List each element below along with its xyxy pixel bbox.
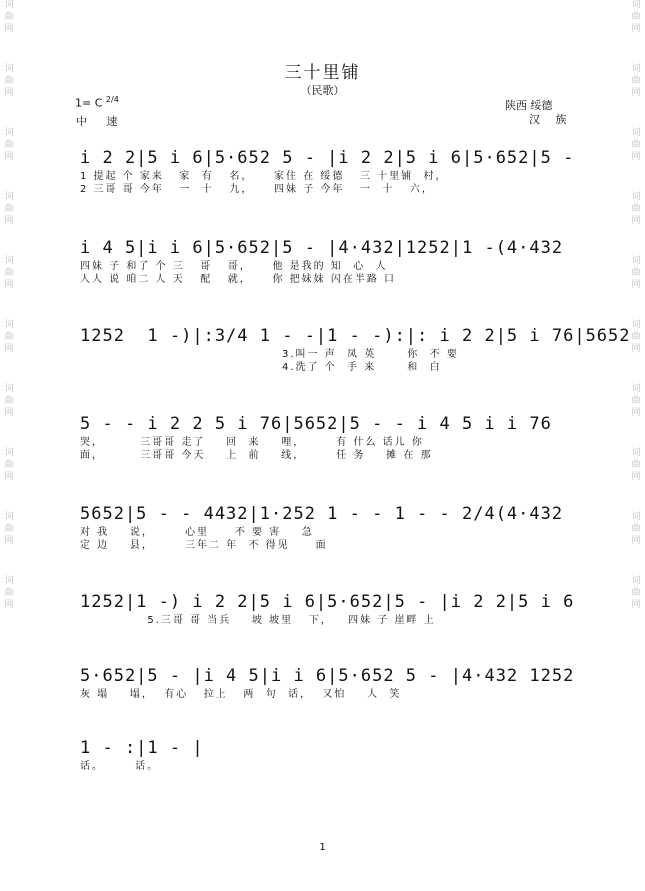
watermark-char: 曲 — [631, 460, 641, 470]
watermark-char: 曲 — [4, 332, 14, 342]
watermark-char: 词 — [631, 512, 641, 522]
key-text: 1= C — [75, 96, 103, 110]
lyric-verse-5: 灰 塌 塌， 有心 拉上 两 句 话， 又怕 人 笑 — [80, 689, 402, 700]
score-system-6 — [80, 590, 575, 627]
watermark-char: 网 — [4, 472, 14, 482]
ethnicity: 汉 族 — [529, 113, 573, 126]
watermark-char: 词 — [631, 384, 641, 394]
origin-region: 陕西 绥德 — [505, 99, 553, 112]
score-system-3 — [80, 324, 631, 374]
song-subtitle: （民歌） — [300, 84, 345, 97]
watermark-char: 词 — [4, 576, 14, 586]
watermark-char: 词 — [631, 192, 641, 202]
watermark-char: 曲 — [631, 204, 641, 214]
notation-line: 1 - :|1 - | — [80, 738, 204, 758]
lyric-verse-3: 3.叫一 声 凤 英 你 不 要 — [80, 349, 459, 360]
lyric-verse-5: 话。 话。 — [80, 761, 160, 772]
watermark-char: 词 — [631, 448, 641, 458]
watermark-char: 网 — [4, 216, 14, 226]
watermark-char: 网 — [631, 152, 641, 162]
watermark-char: 网 — [4, 88, 14, 98]
watermark-char: 曲 — [4, 460, 14, 470]
watermark-char: 网 — [631, 408, 641, 418]
watermark-char: 网 — [631, 472, 641, 482]
watermark-char: 网 — [631, 536, 641, 546]
notation-line: i 2 2|5 i 6|5·652 5 - |i 2 2|5 i 6|5·652|5 - — [80, 148, 575, 168]
watermark-right — [629, 0, 643, 891]
page-number: 1 — [319, 842, 326, 853]
watermark-char: 曲 — [4, 396, 14, 406]
notation-line: 5·652|5 - |i 4 5|i i 6|5·652 5 - |4·432 1252 — [80, 666, 575, 686]
watermark-char: 网 — [631, 600, 641, 610]
watermark-char: 词 — [631, 256, 641, 266]
watermark-char: 词 — [4, 512, 14, 522]
watermark-char: 网 — [4, 280, 14, 290]
tempo-marking: 中 速 — [76, 115, 126, 128]
score-system-1 — [80, 146, 575, 196]
lyric-verse-5: 5.三哥 哥 当兵 坡 坡里 下， 四妹 子 崖畔 上 — [80, 615, 436, 626]
watermark-char: 曲 — [631, 268, 641, 278]
watermark-char: 词 — [4, 64, 14, 74]
watermark-char: 网 — [4, 24, 14, 34]
lyric-verse-2: 2 三哥 哥 今年 一 十 九， 四妹 子 今年 一 十 六， — [80, 184, 434, 195]
notation-line: 1252 1 -)|:3/4 1 - -|1 - -):|: i 2 2|5 i 76|5652 — [80, 326, 631, 346]
watermark-char: 词 — [631, 576, 641, 586]
watermark-char: 曲 — [4, 588, 14, 598]
watermark-left — [2, 0, 16, 891]
watermark-char: 词 — [4, 448, 14, 458]
watermark-char: 曲 — [4, 12, 14, 22]
lyric-verse-4: 4.洗了 个 手 来 和 白 — [80, 362, 442, 373]
notation-line: 1252|1 -) i 2 2|5 i 6|5·652|5 - |i 2 2|5 i 6 — [80, 592, 575, 612]
watermark-char: 网 — [4, 408, 14, 418]
key-signature — [75, 95, 119, 110]
score-system-5 — [80, 502, 570, 552]
watermark-char: 曲 — [4, 524, 14, 534]
watermark-char: 网 — [631, 24, 641, 34]
watermark-char: 曲 — [4, 268, 14, 278]
watermark-char: 网 — [4, 344, 14, 354]
notation-line: 5 - - i 2 2 5 i 76|5652|5 - - i 4 5 i i 76 — [80, 414, 552, 434]
song-title: 三十里铺 — [284, 63, 361, 83]
watermark-char: 词 — [631, 128, 641, 138]
notation-line: 5652|5 - - 4432|1·252 1 - - 1 - - 2/4(4·432 — [80, 504, 564, 524]
score-system-2 — [80, 236, 570, 286]
watermark-char: 词 — [4, 128, 14, 138]
watermark-char: 词 — [4, 256, 14, 266]
watermark-char: 曲 — [631, 524, 641, 534]
lyric-verse-4: 面， 三哥哥 今天 上 前 线， 任 务 摊 在 那 — [80, 450, 433, 461]
watermark-char: 曲 — [4, 204, 14, 214]
watermark-char: 网 — [631, 344, 641, 354]
watermark-char: 曲 — [631, 396, 641, 406]
score-system-7 — [80, 664, 575, 701]
watermark-char: 网 — [631, 280, 641, 290]
notation-line: i 4 5|i i 6|5·652|5 - |4·432|1252|1 -(4·432 — [80, 238, 564, 258]
score-system-8 — [80, 736, 570, 773]
lyric-verse-3: 对 我 说， 心里 不 要 害 急 — [80, 527, 314, 538]
lyric-verse-1: 1 提起 个 家来 家 有 名， 家住 在 绥德 三 十里铺 村， — [80, 171, 448, 182]
watermark-char: 词 — [631, 64, 641, 74]
song-origin — [505, 99, 573, 127]
watermark-char: 曲 — [631, 140, 641, 150]
watermark-char: 曲 — [4, 76, 14, 86]
watermark-char: 曲 — [631, 12, 641, 22]
watermark-char: 网 — [631, 216, 641, 226]
watermark-char: 词 — [4, 384, 14, 394]
watermark-char: 网 — [631, 88, 641, 98]
watermark-char: 词 — [4, 0, 14, 10]
watermark-char: 曲 — [631, 76, 641, 86]
lyric-verse-2: 人人 说 咱二 人 天 配 就， 你 把妹妹 闪在半路 口 — [80, 274, 397, 285]
watermark-char: 词 — [631, 0, 641, 10]
score-system-4 — [80, 412, 570, 462]
watermark-char: 网 — [4, 152, 14, 162]
lyric-verse-4: 定 边 县， 三年二 年 不 得见 面 — [80, 540, 328, 551]
lyric-verse-1: 四妹 子 和了 个 三 哥 哥， 他 是我的 知 心 人 — [80, 261, 388, 272]
watermark-char: 词 — [631, 320, 641, 330]
watermark-char: 网 — [4, 600, 14, 610]
watermark-char: 词 — [4, 192, 14, 202]
watermark-char: 曲 — [631, 332, 641, 342]
lyric-verse-3: 哭， 三哥哥 走了 回 来 哩， 有 什么 话儿 你 — [80, 437, 424, 448]
watermark-char: 网 — [4, 536, 14, 546]
time-signature: 2/4 — [105, 95, 119, 104]
watermark-char: 曲 — [4, 140, 14, 150]
watermark-char: 词 — [4, 320, 14, 330]
watermark-char: 曲 — [631, 588, 641, 598]
